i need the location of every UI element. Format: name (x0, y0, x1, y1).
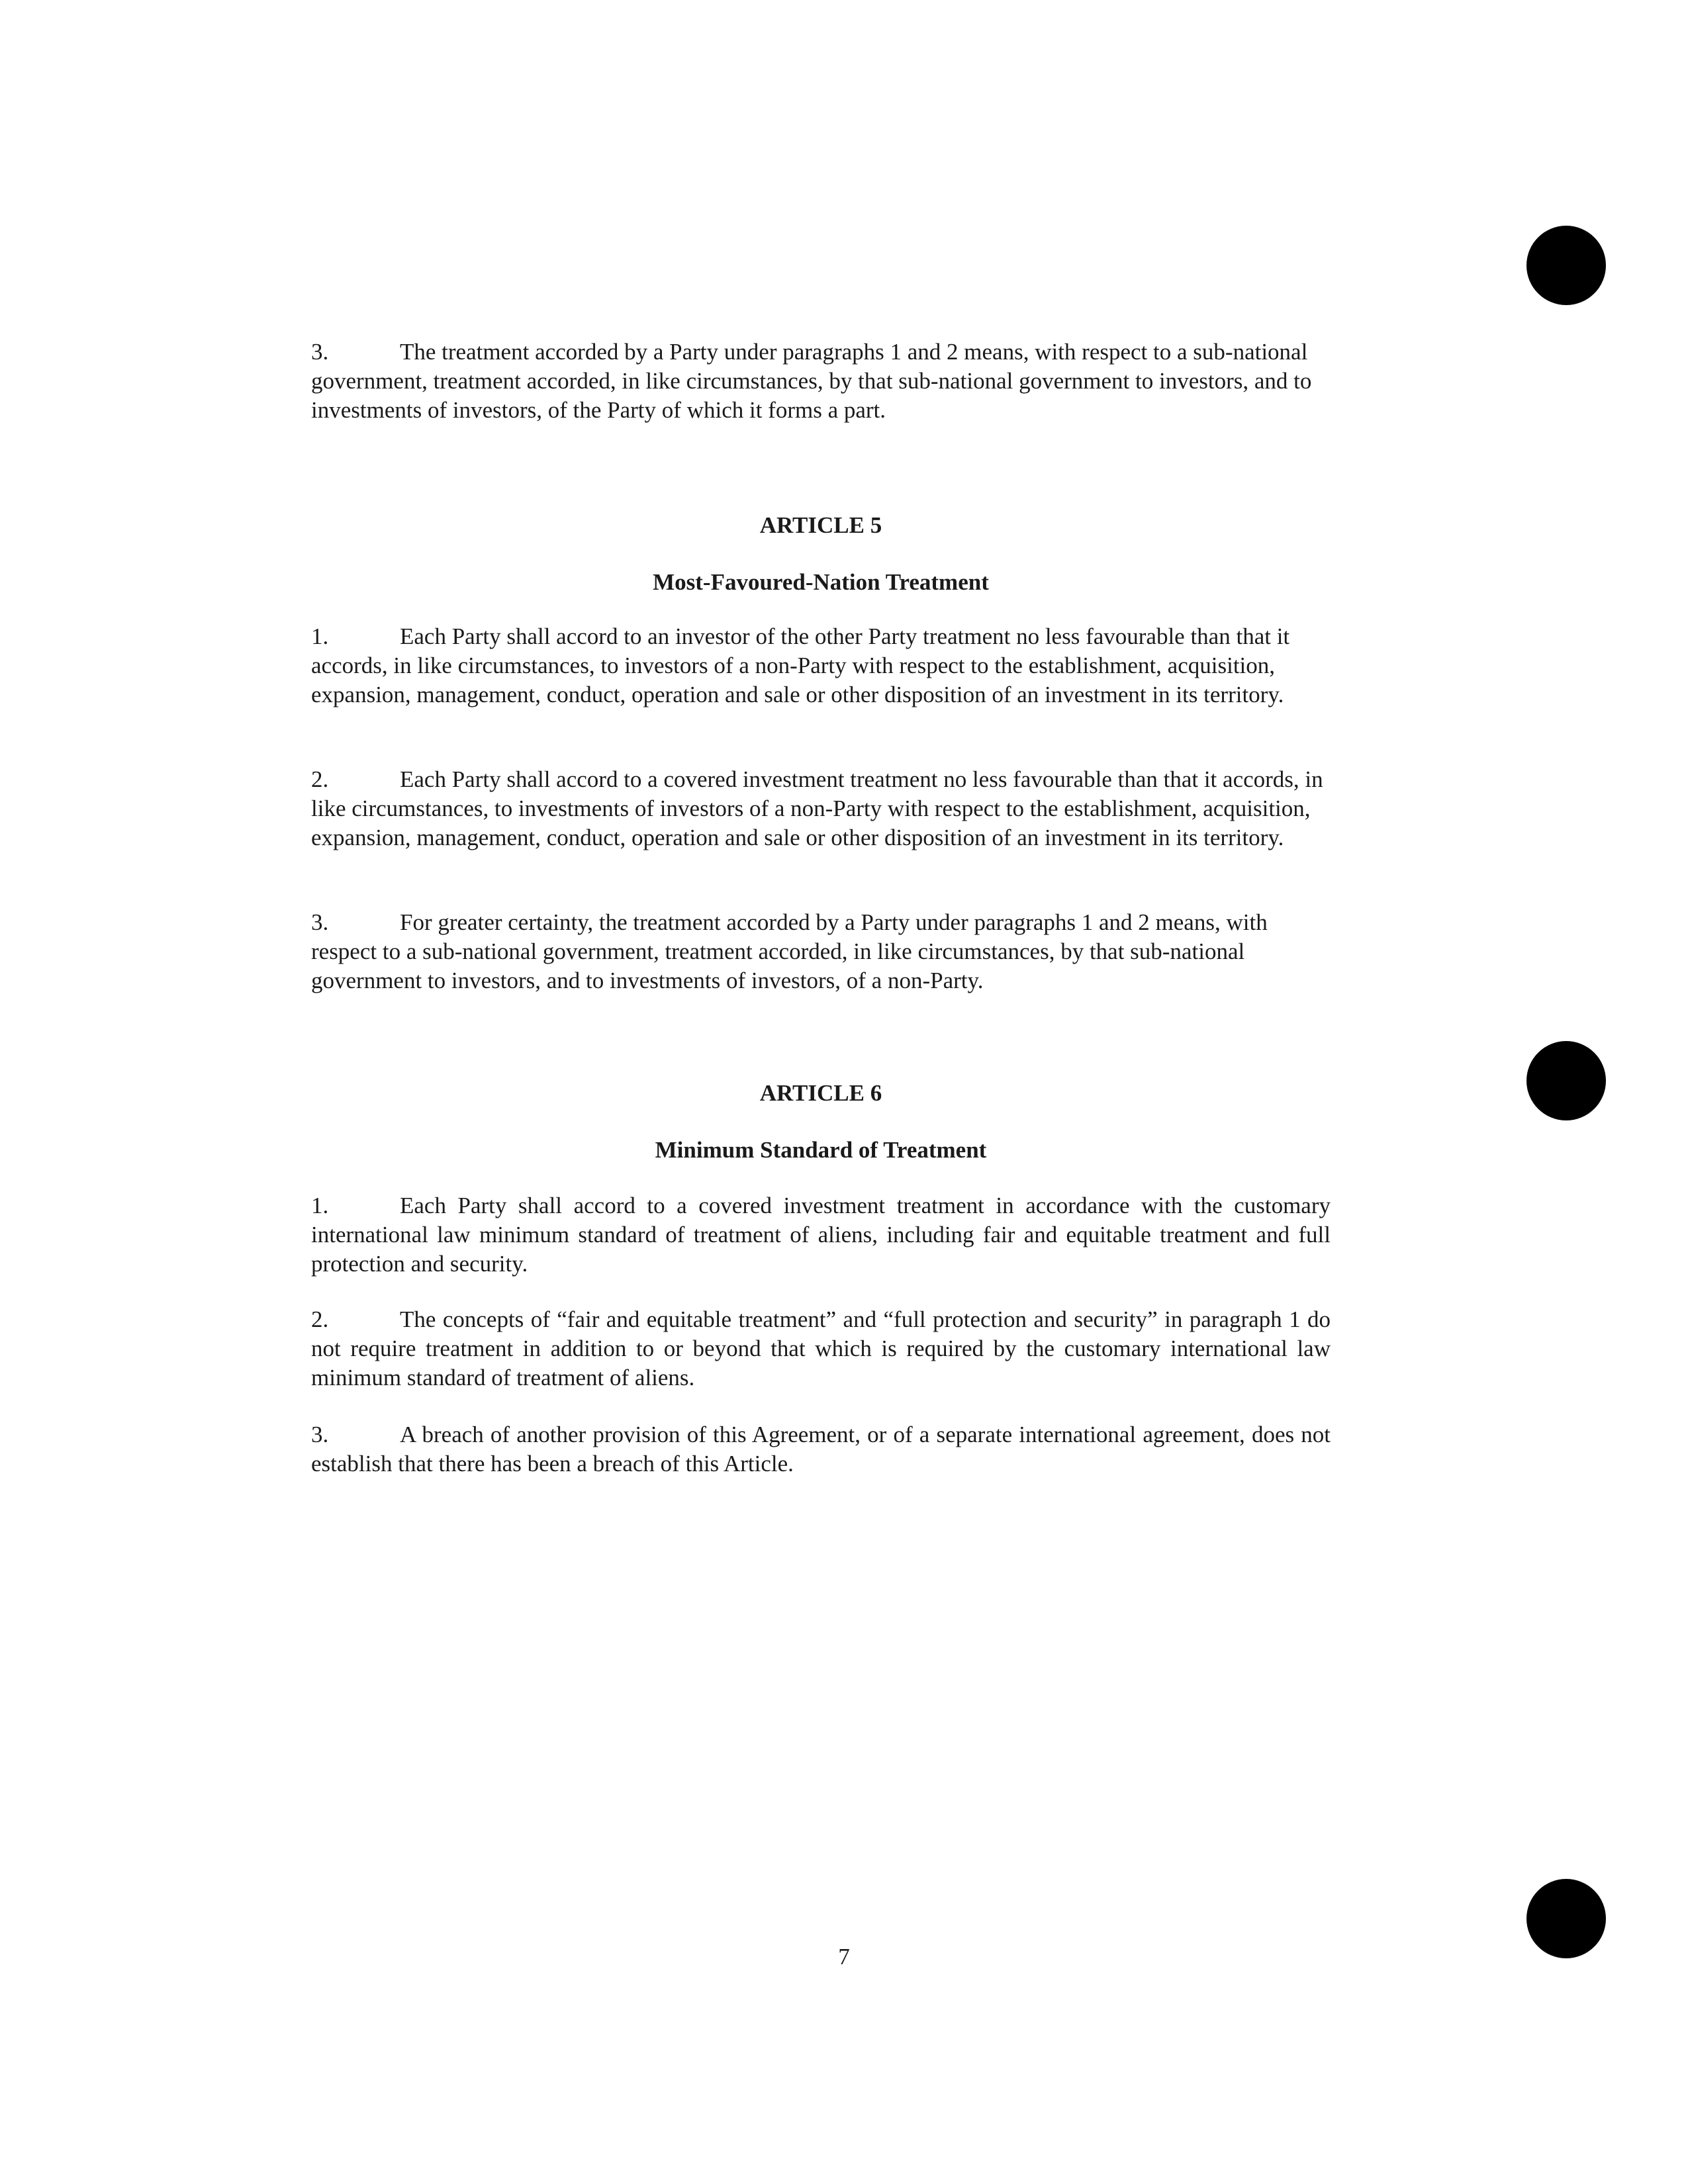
paragraph-number: 1. (311, 623, 329, 649)
article-5-heading: ARTICLE 5 (759, 512, 882, 538)
paragraph-text: For greater certainty, the treatment accorded by a Party under paragraphs 1 and 2 means, with respect to a sub-national government, treatment accorded, in like circumstances, by that sub-national government to investors, and to investments of investors, of a non-Party. (311, 909, 1268, 993)
paragraph-number: 3. (311, 1422, 329, 1447)
paragraph-number: 2. (311, 766, 329, 792)
paragraph-number: 2. (311, 1306, 329, 1332)
paragraph-text: Each Party shall accord to a covered investment treatment in accordance with the customary international law minimum standard of treatment of aliens, including fair and equitable treatment and full protection and security. (311, 1193, 1331, 1277)
paragraph-text: The concepts of “fair and equitable treatment” and “full protection and security” in paragraph 1 do not require treatment in addition to or beyond that which is required by the customary international law minimum standard of treatment of aliens. (311, 1306, 1331, 1390)
punch-hole-middle (1526, 1041, 1606, 1120)
paragraph-number: 1. (311, 1193, 329, 1218)
paragraph-number: 3. (311, 909, 329, 935)
article-6-paragraph-2 (311, 1305, 1331, 1392)
article-5-paragraph-3 (311, 908, 1331, 995)
paragraph-continued-3 (311, 338, 1331, 425)
article-6-heading: ARTICLE 6 (759, 1080, 882, 1106)
page-number: 7 (838, 1944, 850, 1970)
paragraph-text: Each Party shall accord to a covered investment treatment no less favourable than that it accords, in like circumstances, to investments of investors of a non-Party with respect to the establishment, acquisition, expansion, management, conduct, operation and sale or other disposition of an investment in its territory. (311, 766, 1323, 850)
paragraph-text: A breach of another provision of this Agreement, or of a separate international agreement, does not establish that there has been a breach of this Article. (311, 1422, 1331, 1477)
article-6-paragraph-1 (311, 1191, 1331, 1279)
article-5-title: Most-Favoured-Nation Treatment (653, 569, 989, 595)
punch-hole-top (1526, 226, 1606, 305)
paragraph-text: The treatment accorded by a Party under paragraphs 1 and 2 means, with respect to a sub-national government, treatment accorded, in like circumstances, by that sub-national government to investors, and to investments of investors, of the Party of which it forms a part. (311, 339, 1312, 423)
article-5-paragraph-2 (311, 765, 1331, 852)
paragraph-number: 3. (311, 339, 329, 365)
paragraph-text: Each Party shall accord to an investor of the other Party treatment no less favourable than that it accords, in like circumstances, to investors of a non-Party with respect to the establishment, acquisition, expansion, management, conduct, operation and sale or other disposition of an investment in its territory. (311, 623, 1290, 707)
article-5-paragraph-1 (311, 622, 1331, 709)
article-6-title: Minimum Standard of Treatment (655, 1137, 987, 1163)
article-6-paragraph-3 (311, 1420, 1331, 1479)
